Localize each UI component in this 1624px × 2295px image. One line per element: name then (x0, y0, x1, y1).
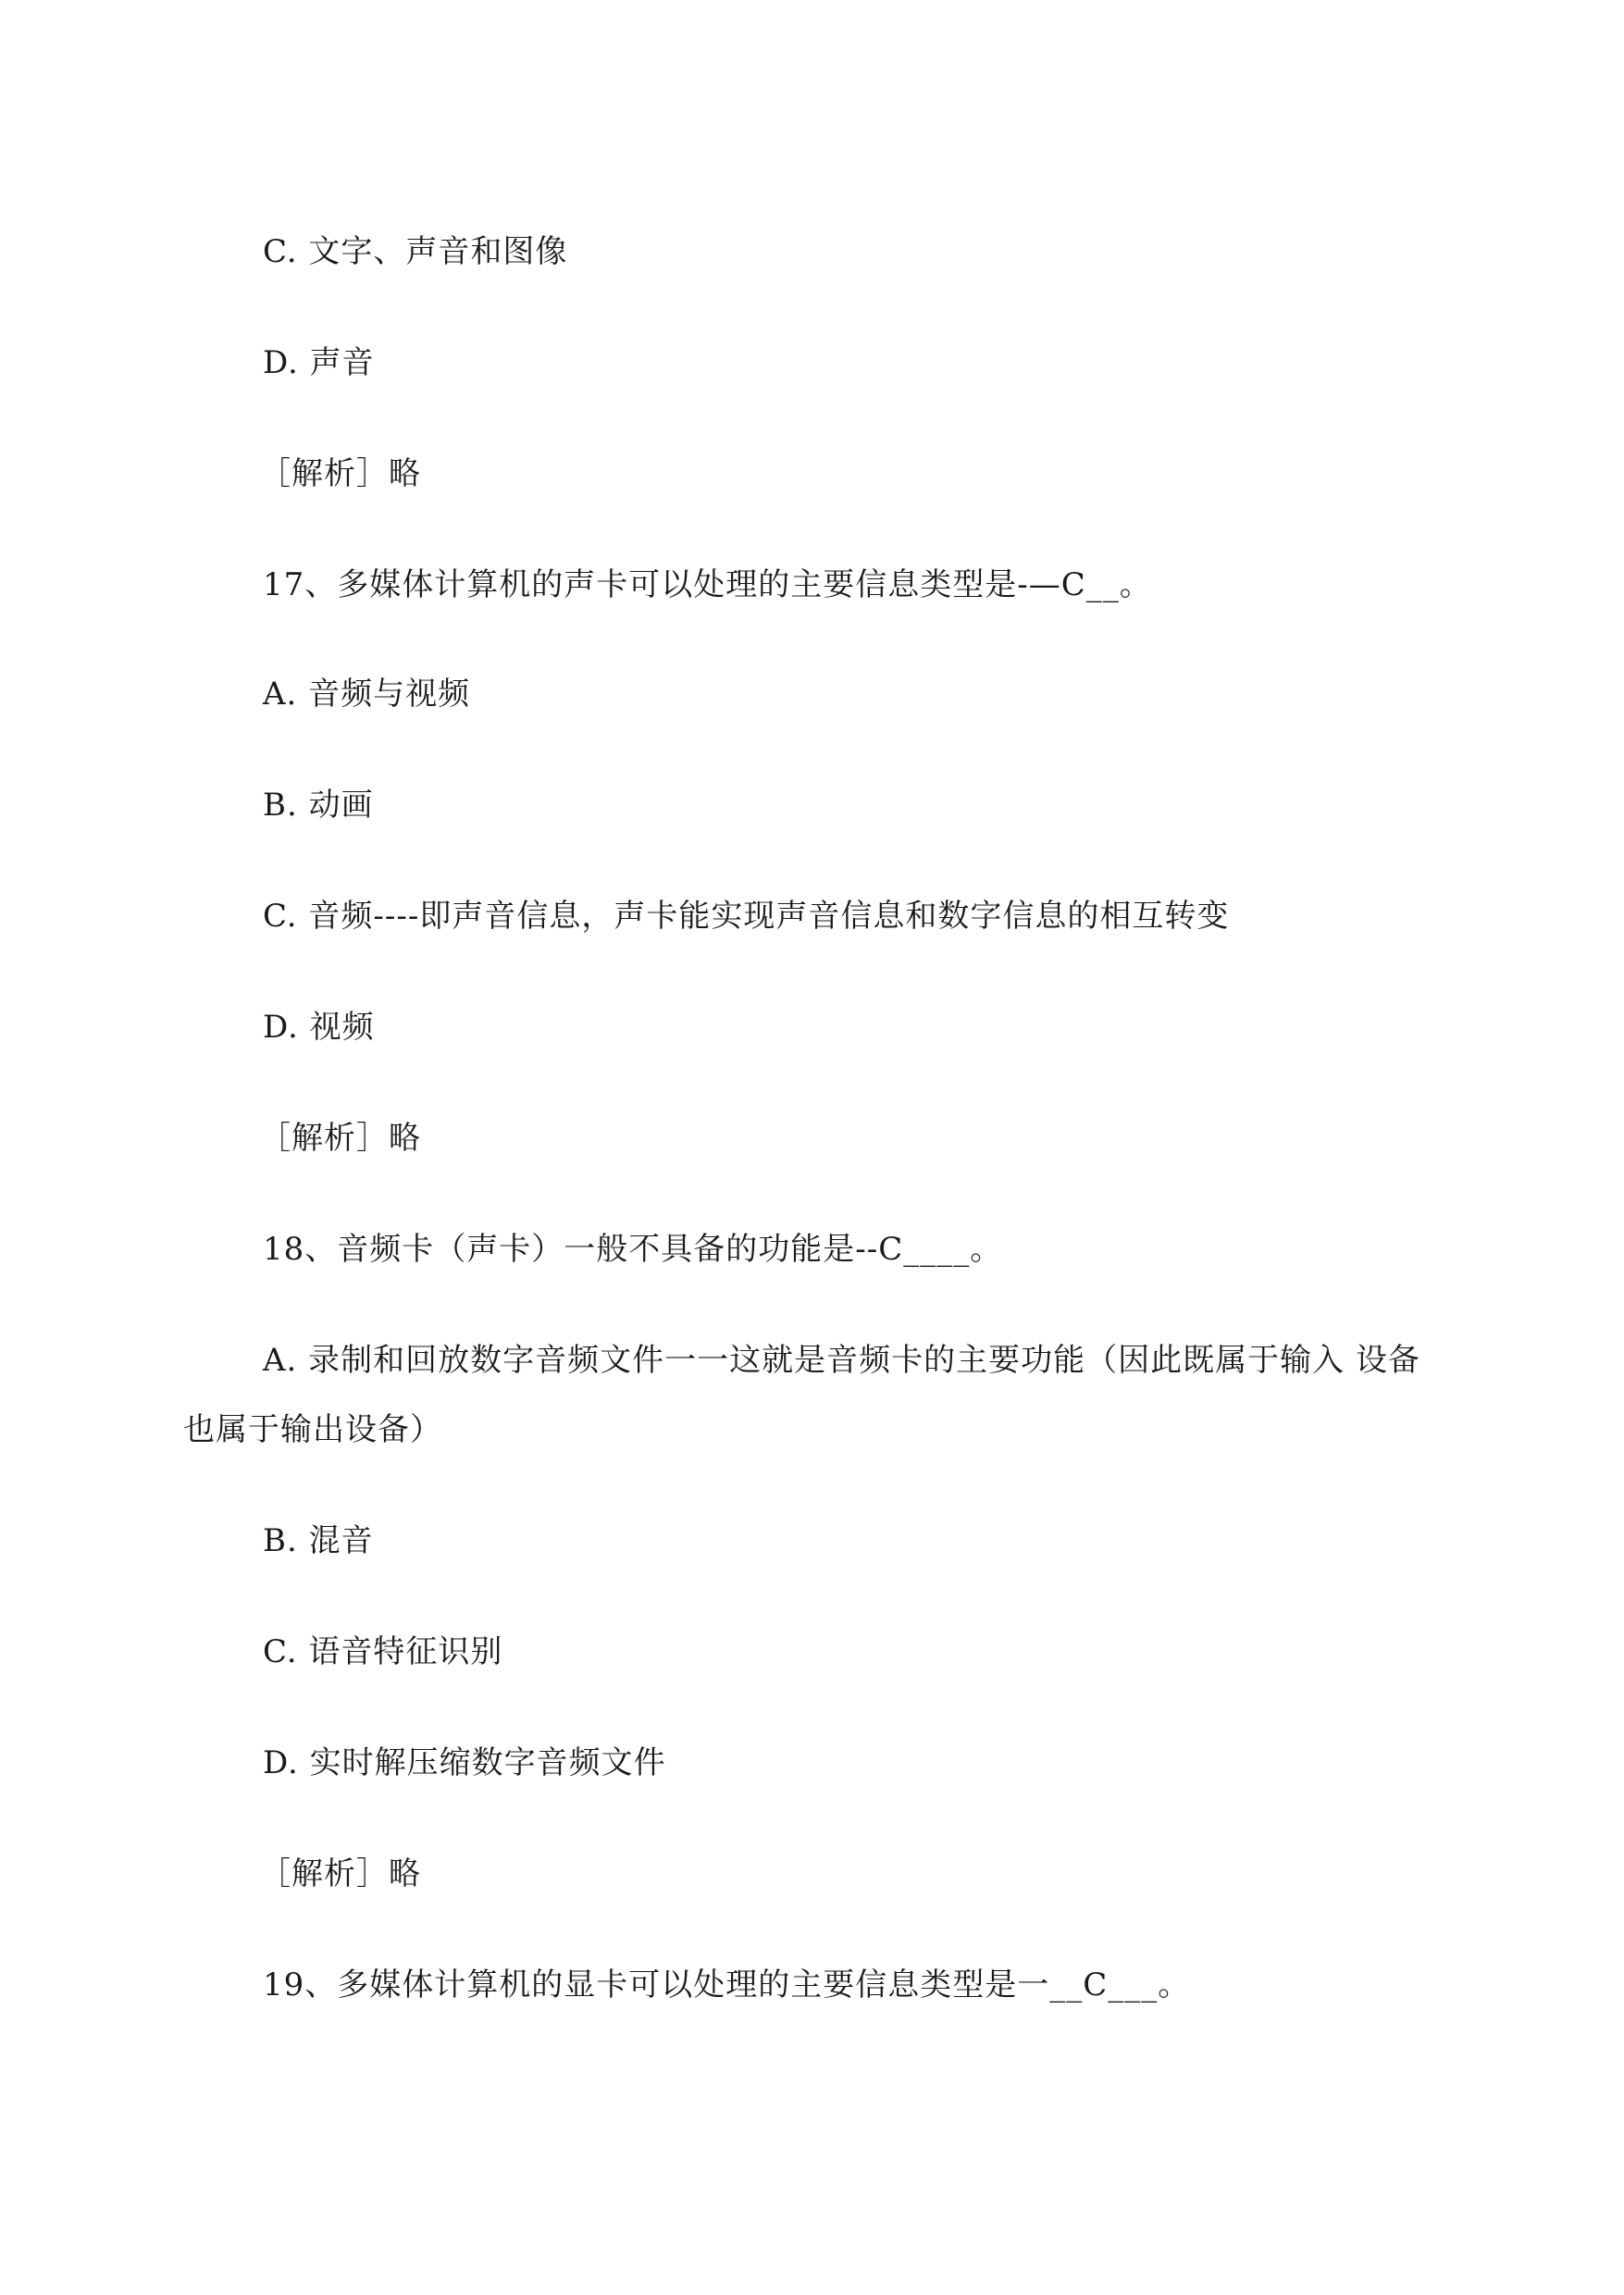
q18-option-a-continued: 也属于输出设备） (183, 1411, 442, 1448)
q17-option-a: A. 音频与视频 (263, 676, 471, 713)
option-d-sound: D. 声音 (263, 344, 375, 381)
q17-option-d: D. 视频 (263, 1009, 375, 1046)
q18-option-a: A. 录制和回放数字音频文件一一这就是音频卡的主要功能（因此既属于输入 设备 (263, 1342, 1420, 1379)
analysis-label: ［解析］略 (259, 455, 421, 492)
q18-option-c: C. 语音特征识别 (263, 1633, 503, 1670)
q17-option-c: C. 音频----即声音信息，声卡能实现声音信息和数字信息的相互转变 (263, 898, 1230, 935)
analysis-label: ［解析］略 (259, 1120, 421, 1157)
question-19: 19、多媒体计算机的显卡可以处理的主要信息类型是一__C___。 (263, 1966, 1191, 2003)
analysis-label: ［解析］略 (259, 1855, 421, 1892)
question-17: 17、多媒体计算机的声卡可以处理的主要信息类型是-—C__。 (263, 566, 1152, 603)
question-18: 18、音频卡（声卡）一般不具备的功能是--C____。 (263, 1231, 1003, 1268)
option-c-text-sound-image: C. 文字、声音和图像 (263, 233, 568, 270)
q18-option-d: D. 实时解压缩数字音频文件 (263, 1744, 666, 1781)
q17-option-b: B. 动画 (263, 787, 374, 824)
q18-option-b: B. 混音 (263, 1522, 374, 1559)
